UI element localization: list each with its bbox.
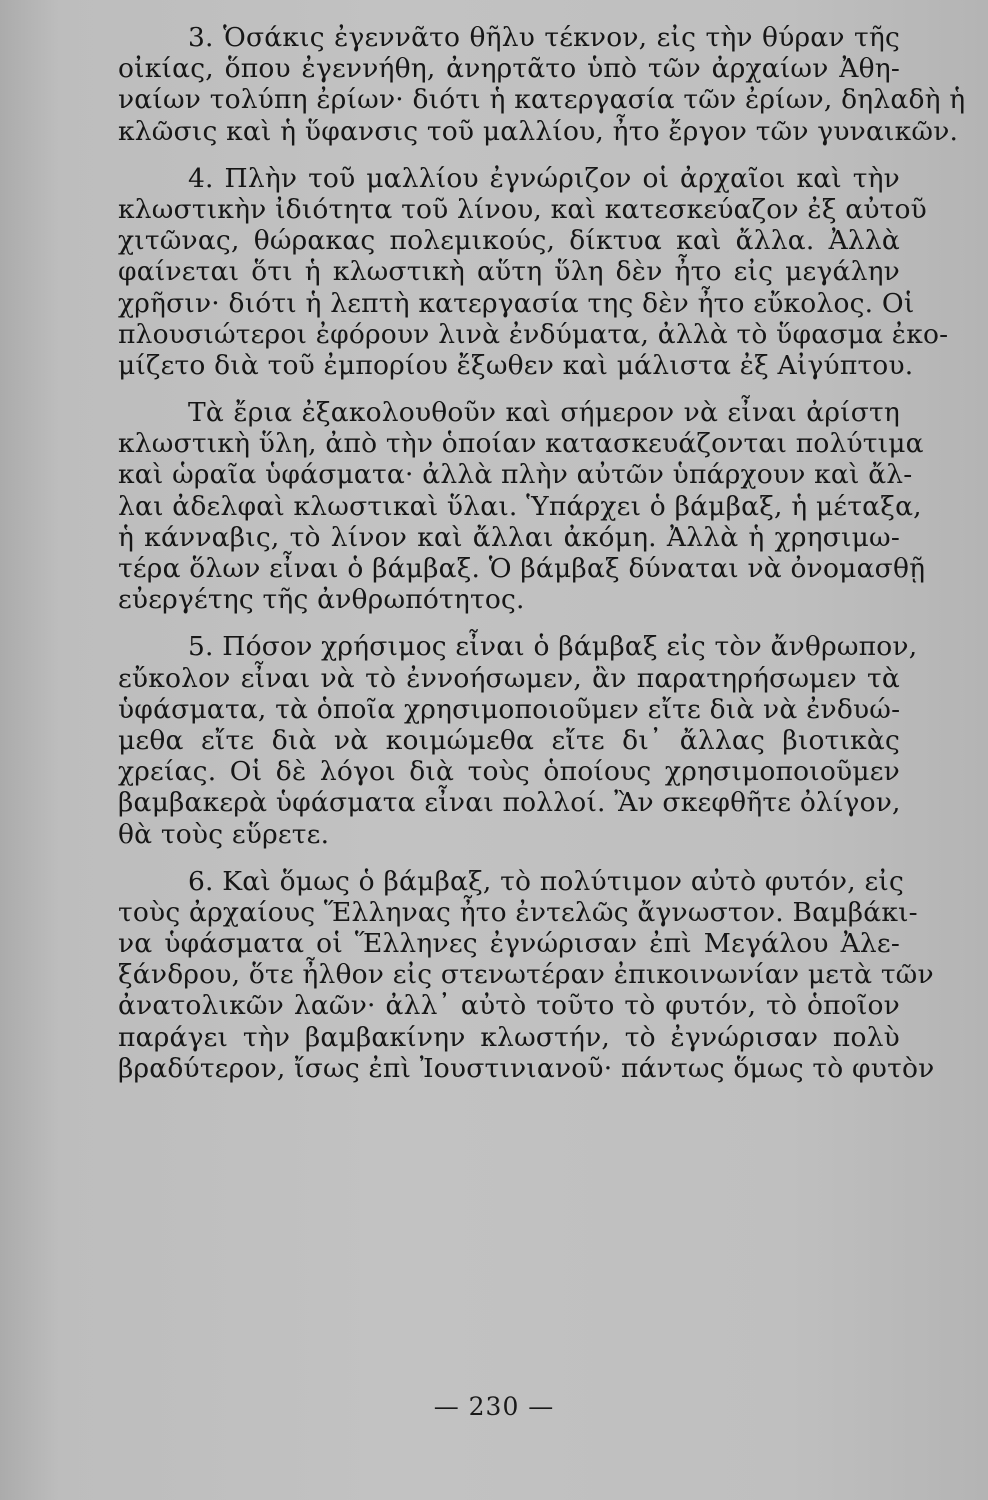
text-line: ξάνδρου, ὅτε ἦλθον εἰς στενωτέραν ἐπικοινωνίαν μετὰ τῶν — [118, 959, 934, 991]
text-line: τοὺς ἀρχαίους Ἕλληνας ἦτο ἐντελῶς ἄγνωστον. Βαμβάκι- — [118, 896, 918, 928]
text-line: χρείας. Οἱ δὲ λόγοι διὰ τοὺς ὁποίους χρησιμοποιοῦμεν — [118, 756, 900, 788]
text-line: βαμβακερὰ ὑφάσματα εἶναι πολλοί. Ἂν σκεφθῆτε ὀλίγον, — [118, 787, 901, 819]
text-line: βραδύτερον, ἴσως ἐπὶ Ἰουστινιανοῦ· πάντως ὅμως τὸ φυτὸν — [118, 1052, 935, 1084]
page-number: — 230 — — [433, 1392, 555, 1421]
paragraph-4b — [118, 397, 926, 616]
paragraph-5 — [118, 631, 918, 850]
text-line: τέρα ὅλων εἶναι ὁ βάμβαξ. Ὁ βάμβαξ δύναται νὰ ὀνομασθῇ — [118, 553, 926, 584]
text-line: 3. Ὁσάκις ἐγεννᾶτο θῆλυ τέκνον, εἰς τὴν θύραν τῆς — [188, 22, 900, 53]
text-line: ἀνατολικῶν λαῶν· ἀλλ᾽ αὐτὸ τοῦτο τὸ φυτόν, τὸ ὁποῖον — [118, 990, 900, 1022]
text-line: οἰκίας, ὅπου ἐγεννήθη, ἀνηρτᾶτο ὑπὸ τῶν ἀρχαίων Ἀθη- — [118, 53, 900, 85]
text-line: ἡ κάνναβις, τὸ λίνον καὶ ἄλλαι ἀκόμη. Ἀλλὰ ἡ χρησιμω- — [118, 521, 900, 553]
text-line: 5. Πόσον χρήσιμος εἶναι ὁ βάμβαξ εἰς τὸν ἄνθρωπον, — [188, 631, 918, 663]
text-line: μίζετο διὰ τοῦ ἐμπορίου ἔξωθεν καὶ μάλιστα ἐξ Αἰγύπτου. — [118, 349, 914, 381]
text-line: κλωστικὴ ὕλη, ἀπὸ τὴν ὁποίαν κατασκευάζονται πολύτιμα — [118, 428, 924, 460]
text-line: 6. Καὶ ὅμως ὁ βάμβαξ, τὸ πολύτιμον αὐτὸ φυτόν, εἰς — [188, 865, 905, 897]
text-line: Τὰ ἔρια ἐξακολουθοῦν καὶ σήμερον νὰ εἶναι ἀρίστη — [188, 397, 900, 429]
paragraph-3 — [118, 22, 966, 147]
text-line: κλωστικὴν ἰδιότητα τοῦ λίνου, καὶ κατεσκεύαζον ἐξ αὐτοῦ — [118, 193, 927, 225]
text-line: χιτῶνας, θώρακας πολεμικούς, δίκτυα καὶ ἄλλα. Ἀλλὰ — [118, 225, 900, 257]
text-line: ὑφάσματα, τὰ ὁποῖα χρησιμοποιοῦμεν εἴτε διὰ νὰ ἐνδυώ- — [118, 693, 901, 725]
text-line: να ὑφάσματα οἱ Ἕλληνες ἐγνώρισαν ἐπὶ Μεγάλου Ἀλε- — [118, 928, 900, 960]
text-line: φαίνεται ὅτι ἡ κλωστικὴ αὕτη ὕλη δὲν ἦτο εἰς μεγάλην — [118, 256, 900, 288]
text-line: πλουσιώτεροι ἐφόρουν λινὰ ἐνδύματα, ἀλλὰ τὸ ὕφασμα ἐκο- — [118, 318, 949, 350]
text-line: λαι ἀδελφαὶ κλωστικαὶ ὕλαι. Ὑπάρχει ὁ βάμβαξ, ἡ μέταξα, — [118, 490, 922, 522]
paragraph-4 — [118, 162, 949, 381]
text-line: ναίων τολύπη ἐρίων· διότι ἡ κατεργασία τῶν ἐρίων, δηλαδὴ ἡ — [118, 84, 966, 116]
text-line: μεθα εἴτε διὰ νὰ κοιμώμεθα εἴτε δι᾽ ἄλλας βιοτικὰς — [118, 724, 900, 756]
text-line: 4. Πλὴν τοῦ μαλλίου ἐγνώριζον οἱ ἀρχαῖοι καὶ τὴν — [188, 162, 900, 194]
text-line: καὶ ὡραῖα ὑφάσματα· ἀλλὰ πλὴν αὐτῶν ὑπάρχουν καὶ ἄλ- — [118, 459, 913, 491]
text-line: εὐεργέτης τῆς ἀνθρωπότητος. — [118, 584, 525, 616]
text-line: θὰ τοὺς εὕρετε. — [118, 818, 330, 850]
text-line: παράγει τὴν βαμβακίνην κλωστήν, τὸ ἐγνώρισαν πολὺ — [118, 1021, 900, 1053]
paragraph-6 — [118, 865, 935, 1084]
text-line: εὔκολον εἶναι νὰ τὸ ἐννοήσωμεν, ἂν παρατηρήσωμεν τὰ — [118, 662, 900, 694]
text-line: κλῶσις καὶ ἡ ὕφανσις τοῦ μαλλίου, ἦτο ἔργον τῶν γυναικῶν. — [118, 115, 959, 147]
page-body — [118, 22, 966, 1084]
text-line: χρῆσιν· διότι ἡ λεπτὴ κατεργασία της δὲν ἦτο εὔκολος. Οἱ — [118, 287, 915, 319]
